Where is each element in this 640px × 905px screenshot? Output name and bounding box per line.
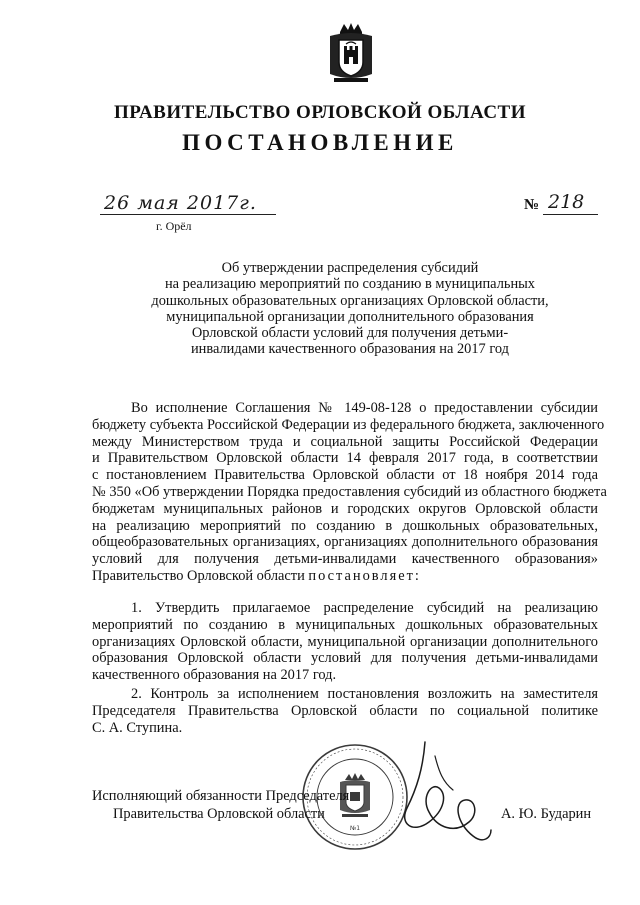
subject-line: Об утверждении распределения субсидий bbox=[221, 260, 479, 276]
item-1-line: организациях Орловской области, муниципальной организации дополнительного bbox=[92, 633, 598, 650]
item-2-line: 2. Контроль за исполнением постановления возложить на заместителя bbox=[131, 686, 598, 702]
preamble-line: на реализацию мероприятий по созданию в дошкольных образовательных, bbox=[92, 517, 598, 534]
preamble-paragraph bbox=[92, 400, 607, 585]
item-1-line: 1. Утвердить прилагаемое распределение субсидий на реализацию bbox=[131, 600, 598, 616]
preamble-line: Во исполнение Соглашения № 149-08-128 о предоставлении субсидии bbox=[131, 400, 598, 416]
signatory-position-line-2: Правительства Орловской области bbox=[113, 806, 325, 822]
item-1-line: мероприятий по созданию в муниципальных дошкольных образовательных bbox=[92, 616, 598, 633]
number-underline bbox=[543, 214, 598, 215]
preamble-line: условий для получения детьми-инвалидами качественного образования» bbox=[92, 551, 598, 568]
subject-line: дошкольных образовательных организациях Орловской области, bbox=[151, 292, 549, 309]
handwritten-signature bbox=[395, 738, 495, 858]
preamble-final-prefix: Правительство Орловской области bbox=[92, 567, 305, 584]
preamble-final-line bbox=[92, 568, 598, 585]
item-1-paragraph bbox=[92, 600, 598, 684]
preamble-line: бюджетам муниципальных районов и городских округов Орловской области bbox=[92, 500, 598, 517]
signatory-position-line-1: Исполняющий обязанности Председателя bbox=[92, 788, 350, 804]
item-1-line: качественного образования на 2017 год. bbox=[92, 667, 337, 684]
decree-keyword: постановляет: bbox=[308, 567, 421, 584]
preamble-line: общеобразовательных организациях, организациях дополнительного образования bbox=[92, 534, 598, 551]
coat-of-arms-icon bbox=[326, 22, 376, 86]
item-2-paragraph bbox=[92, 686, 598, 736]
subject-line: инвалидами качественного образования на 2017 год bbox=[190, 341, 509, 358]
subject-line: Орловской области условий для получения детьми- bbox=[191, 325, 509, 342]
government-title: ПРАВИТЕЛЬСТВО ОРЛОВСКОЙ ОБЛАСТИ bbox=[113, 102, 526, 123]
date-underline bbox=[100, 214, 276, 215]
item-2-line: С. А. Ступина. bbox=[92, 719, 183, 736]
preamble-line: между Министерством труда и социальной защиты Российской Федерации bbox=[92, 433, 598, 450]
city-label: г. Орёл bbox=[156, 219, 192, 233]
item-2-line: Председателя Правительства Орловской области по социальной политике bbox=[92, 702, 598, 719]
document-type-title: ПОСТАНОВЛЕНИЕ bbox=[182, 130, 458, 155]
number-sign: № bbox=[524, 197, 540, 213]
item-1-line: образования Орловской области условий для получения детьми-инвалидами bbox=[92, 650, 598, 667]
svg-text:№1: №1 bbox=[349, 825, 361, 832]
subject-line: муниципальной организации дополнительного образования bbox=[166, 308, 534, 325]
handwritten-date: 26 мая 2017г. bbox=[104, 192, 257, 214]
preamble-line: № 350 «Об утверждении Порядка предоставления субсидий из областного бюджета bbox=[92, 483, 607, 500]
document-subject bbox=[60, 260, 640, 358]
preamble-line: бюджету субъекта Российской Федерации из федерального бюджета, заключенного bbox=[92, 416, 605, 433]
subject-line: на реализацию мероприятий по созданию в муниципальных bbox=[164, 276, 536, 293]
preamble-line: и Правительством Орловской области 14 февраля 2017 года, в соответствии bbox=[92, 450, 598, 467]
handwritten-number: 218 bbox=[548, 191, 585, 213]
preamble-line: с постановлением Правительства Орловской области от 18 ноября 2014 года bbox=[92, 467, 598, 484]
signatory-name: А. Ю. Бударин bbox=[501, 806, 592, 822]
